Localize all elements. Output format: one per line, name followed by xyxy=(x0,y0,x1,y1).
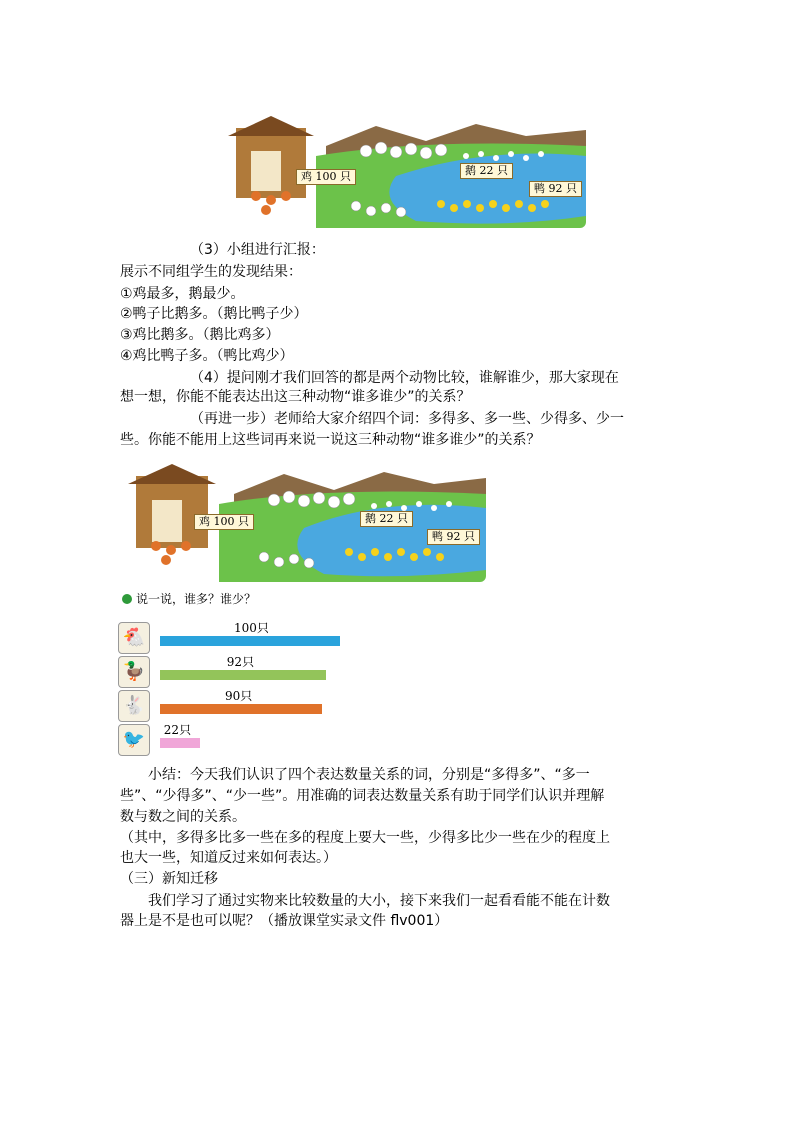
goose-count-sign-2: 鹅 22 只 xyxy=(360,511,413,527)
transfer-line1: 我们学习了通过实物来比较数量的大小，接下来我们一起看看能不能在计数 xyxy=(148,893,610,909)
chicken-count-sign-2: 鸡 100 只 xyxy=(194,514,254,530)
bar-value-label: 92只 xyxy=(226,655,255,669)
paragraph-report: （3）小组进行汇报： xyxy=(190,242,325,258)
chart-heading: 说一说，谁多？谁少？ xyxy=(122,590,256,607)
bar-兔 xyxy=(160,704,322,714)
bar-鸭 xyxy=(160,670,326,680)
summary-line1: 小结：今天我们认识了四个表达数量关系的词，分别是“多得多”、“多一 xyxy=(148,767,590,783)
summary-line2: 些”、“少得多”、“少一些”。用准确的词表达数量关系有助于同学们认识并理解 xyxy=(120,788,605,804)
duck-count-sign-2: 鸭 92 只 xyxy=(427,529,480,545)
summary-note-line2: 也大一些，知道反过来如何表达。） xyxy=(120,850,337,866)
goose-icon: 🐦 xyxy=(118,724,150,756)
paragraph-question-line1: （4）提问刚才我们回答的都是两个动物比较，谁解谁少，那大家现在 xyxy=(190,370,619,386)
transfer-line2: 器上是不是也可以呢？（播放课堂实录文件 flv001） xyxy=(120,913,449,929)
result-item-1: ①鸡最多，鹅最少。 xyxy=(120,286,245,302)
duck-icon: 🦆 xyxy=(118,656,150,688)
bar-value-label: 22只 xyxy=(163,723,192,737)
farm-scene-illustration-2 xyxy=(124,462,486,582)
result-item-3: ③鸡比鹅多。（鹅比鸡多） xyxy=(120,327,280,343)
result-item-4: ④鸡比鸭子多。（鸭比鸡少） xyxy=(120,348,294,364)
farm-scene-illustration-1 xyxy=(226,116,586,228)
chicken-icon: 🐔 xyxy=(118,622,150,654)
paragraph-words-line1: （再进一步）老师给大家介绍四个词：多得多、多一些、少得多、少一 xyxy=(190,411,624,427)
bar-鹅 xyxy=(160,738,200,748)
duck-count-sign: 鸭 92 只 xyxy=(529,181,582,197)
farm-scene-graphic-2 xyxy=(124,462,486,582)
summary-line3: 数与数之间的关系。 xyxy=(120,809,246,825)
rabbit-icon: 🐇 xyxy=(118,690,150,722)
farm-scene-graphic xyxy=(226,116,586,228)
result-item-2: ②鸭子比鹅多。（鹅比鸭子少） xyxy=(120,306,308,322)
paragraph-results: 展示不同组学生的发现结果： xyxy=(120,264,302,280)
bar-chart xyxy=(118,618,418,758)
paragraph-words-line2: 些。你能不能用上这些词再来说一说这三种动物“谁多谁少”的关系？ xyxy=(120,432,541,448)
chicken-count-sign: 鸡 100 只 xyxy=(296,169,356,185)
green-dot-icon xyxy=(122,594,132,604)
bar-value-label: 90只 xyxy=(225,689,253,703)
paragraph-question-line2: 想一想，你能不能表达出这三种动物“谁多谁少”的关系？ xyxy=(120,389,471,405)
bar-鸡 xyxy=(160,636,340,646)
goose-count-sign: 鹅 22 只 xyxy=(460,163,513,179)
section-heading-3: （三）新知迁移 xyxy=(120,871,218,887)
bar-value-label: 100只 xyxy=(234,621,269,635)
summary-note-line1: （其中，多得多比多一些在多的程度上要大一些，少得多比少一些在少的程度上 xyxy=(120,830,610,846)
